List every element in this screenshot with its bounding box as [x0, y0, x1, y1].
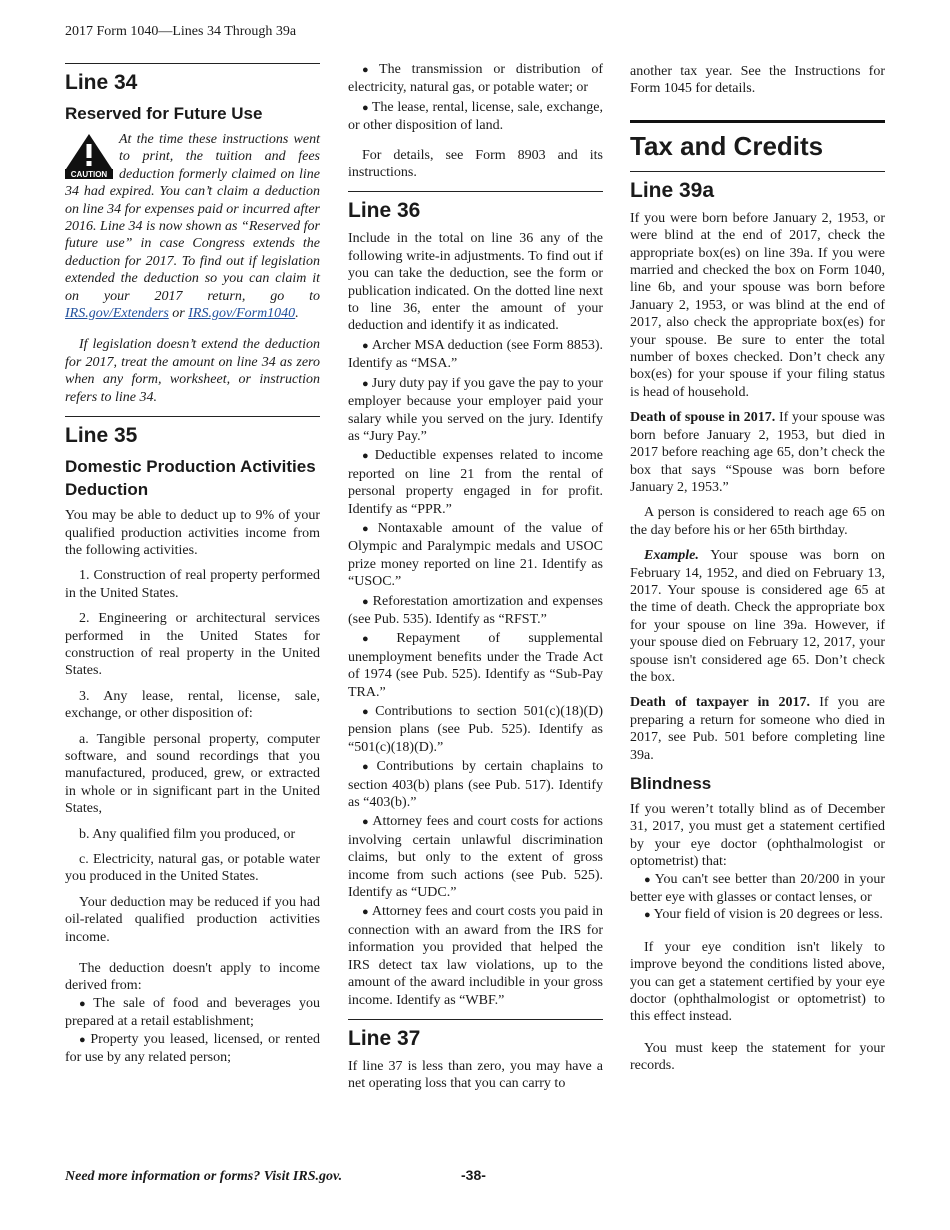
list-item: ● Attorney fees and court costs for actions involving certain unlawful discrimination claims, but only to the extent of gross income from such actions (see Pub. 525). Identify as “UDC.” [348, 814, 603, 901]
death-taxpayer-text: Death of taxpayer in 2017. If you are preparing a return for someone who died in 2017, see Pub. 501 before completing line 39a. [630, 695, 886, 763]
caution-text: At the time these instructions went to print, the tuition and fees deduction formerly claimed on line 34 had expired. You can’t claim a deduction on line 34 for expenses paid or incurred after 2016. Line 34 is now shown as “Reserved for future use” in case Congress extends the deduction for 2017. To find out if legislation extended the deduction so you can claim it on your 2017 return, go to IRS.gov/Extenders or IRS.gov/Form1040. [65, 132, 320, 322]
example-text: Example. Your spouse was born on February 14, 1952, and died on February 13, 2017. Your spouse is considered age 65 at the time of death. Check the appropriate box for your spouse on line 39a. However, if your spouse died on February 12, 2017, your spouse isn't considered age 65. Don’t check the box. [630, 548, 885, 685]
divider [630, 171, 885, 172]
line37-heading: Line 37 [348, 1026, 421, 1050]
blindness-heading: Blindness [630, 774, 712, 793]
list-item: c. Electricity, natural gas, or potable water you produced in the United States. [65, 852, 320, 885]
line34-heading: Line 34 [65, 71, 138, 94]
section-heading: Tax and Credits [630, 130, 824, 161]
line36-intro: Include in the total on line 36 any of the following write-in adjustments. To find out if you can take the deduction, see the form or publication indicated. On the dotted line next to line 36, enter the amount of your deduction and identify it as indicated. [348, 231, 603, 334]
not-apply-text: The deduction doesn't apply to income derived from: [65, 961, 320, 994]
line35-subheading: Domestic Production Activities Deduction [65, 457, 316, 500]
list-item: 3. Any lease, rental, license, sale, exchange, or other disposition of: [65, 688, 320, 722]
list-item: ● Contributions to section 501(c)(18)(D) pension plans (see Pub. 525). Identify as “501(c)(18)(D).” [348, 704, 603, 755]
list-item: b. Any qualified film you produced, or [79, 826, 296, 842]
column-middle [348, 61, 603, 1101]
death-spouse-text: Death of spouse in 2017. If your spouse was born before January 2, 1953, but died in 2017 before reaching age 65, don’t check the box that says “Spouse was born before January 2, 1953.” [630, 410, 886, 495]
divider [348, 1019, 603, 1020]
list-item: ● You can't see better than 20/200 in your better eye with glasses or contact lenses, or [630, 871, 885, 906]
list-item: ● Your field of vision is 20 degrees or less. [644, 907, 883, 923]
line37-text: If line 37 is less than zero, you may have a net operating loss that you can carry to [348, 1058, 603, 1092]
list-item: ● Deductible expenses related to income reported on line 21 from the rental of personal property engaged in for profit. Identify as “PPR.” [348, 448, 603, 517]
page-number: -38- [461, 1167, 486, 1183]
reduced-text: Your deduction may be reduced if you had oil-related qualified production activities income. [65, 894, 320, 945]
list-item: ● Reforestation amortization and expenses (see Pub. 535). Identify as “RFST.” [348, 593, 603, 627]
eye-condition-text: If your eye condition isn't likely to improve beyond the conditions listed above, you can get a statement certified by your eye doctor (ophthalmologist or optometrist) to this effect instead. [630, 939, 885, 1025]
details-text: For details, see Form 8903 and its instructions. [348, 147, 603, 181]
line36-heading: Line 36 [348, 199, 421, 223]
divider [630, 120, 885, 123]
list-item: a. Tangible personal property, computer software, and sound recordings that you manufactured, produced, grew, or extracted in whole or in significant part in the United States, [65, 731, 320, 817]
footer-text: Need more information or forms? Visit IRS.gov. [65, 1169, 343, 1184]
caution-icon-label: CAUTION [70, 170, 108, 179]
line39a-text: If you were born before January 2, 1953, or were blind at the end of 2017, check the appropriate box(es) on line 39a. If you were married and checked the box on Form 1040, line 6b, and your spouse was born before January 2, 1953, or was blind at the end of 2017, also check the appropriate box(es) for your spouse. Be sure to enter the total number of boxes checked. Don’t check any box(es) for your spouse if your filing status is head of household. [630, 210, 885, 400]
blindness-text: If you weren’t totally blind as of December 31, 2017, you must get a statement certified by your eye doctor (ophthalmologist or optometrist) that: [630, 802, 885, 870]
line39a-heading: Line 39a [630, 178, 715, 202]
line35-heading: Line 35 [65, 424, 138, 448]
list-item: 2. Engineering or architectural services performed in the United States for construction of real property in the United States. [65, 611, 320, 679]
caution-icon [65, 133, 113, 179]
list-item: ● Property you leased, licensed, or rented for use by any related person; [65, 1031, 320, 1066]
list-item: ● Archer MSA deduction (see Form 8853). Identify as “MSA.” [348, 337, 603, 372]
list-item: ● Contributions by certain chaplains to section 403(b) plans (see Pub. 517). Identify as “403(b).” [348, 759, 603, 811]
list-item: ● The lease, rental, license, sale, exchange, or other disposition of land. [348, 99, 603, 134]
running-head: 2017 Form 1040—Lines 34 Through 39a [65, 24, 297, 39]
keep-text: You must keep the statement for your records. [630, 1040, 885, 1074]
legislation-text: If legislation doesn’t extend the deduction for 2017, treat the amount on line 34 as zero when any form, worksheet, or instruction refers to line 34. [65, 337, 320, 405]
column-right [630, 63, 885, 1083]
divider [65, 63, 320, 64]
list-item: ● The transmission or distribution of electricity, natural gas, or potable water; or [348, 62, 603, 96]
column-left [65, 63, 320, 1074]
list-item: ● Repayment of supplemental unemployment benefits under the Trade Act of 1974 (see Pub. 525). Identify as “Sub-Pay TRA.” [348, 631, 603, 700]
caution-block [65, 131, 320, 322]
list-item: ● Nontaxable amount of the value of Olympic and Paralympic medals and USOC prize money reported on line 21. Identify as “USOC.” [348, 520, 603, 590]
list-item: ● Jury duty pay if you gave the pay to your employer because your employer paid your salary while you served on the jury. Identify as “Jury Pay.” [348, 375, 603, 444]
divider [348, 191, 603, 192]
list-item: ● The sale of food and beverages you prepared at a retail establishment; [65, 995, 320, 1030]
list-item: ● Attorney fees and court costs you paid in connection with an award from the IRS for information you provided that helped the IRS detect tax law violations, up to the amount of the award includible in your gross income. Identify as “WBF.” [348, 904, 603, 1008]
age65-text: A person is considered to reach age 65 on the day before his or her 65th birthday. [630, 505, 885, 538]
carry-text: another tax year. See the Instructions for Form 1045 for details. [630, 64, 885, 97]
line34-subheading: Reserved for Future Use [65, 104, 263, 123]
form1040-link[interactable]: IRS.gov/Form1040 [188, 306, 296, 322]
divider [65, 416, 320, 417]
list-item: 1. Construction of real property performed in the United States. [65, 568, 320, 601]
extenders-link[interactable]: IRS.gov/Extenders [65, 306, 169, 322]
line35-intro: You may be able to deduct up to 9% of your qualified production activities income from the following activities. [65, 508, 320, 558]
